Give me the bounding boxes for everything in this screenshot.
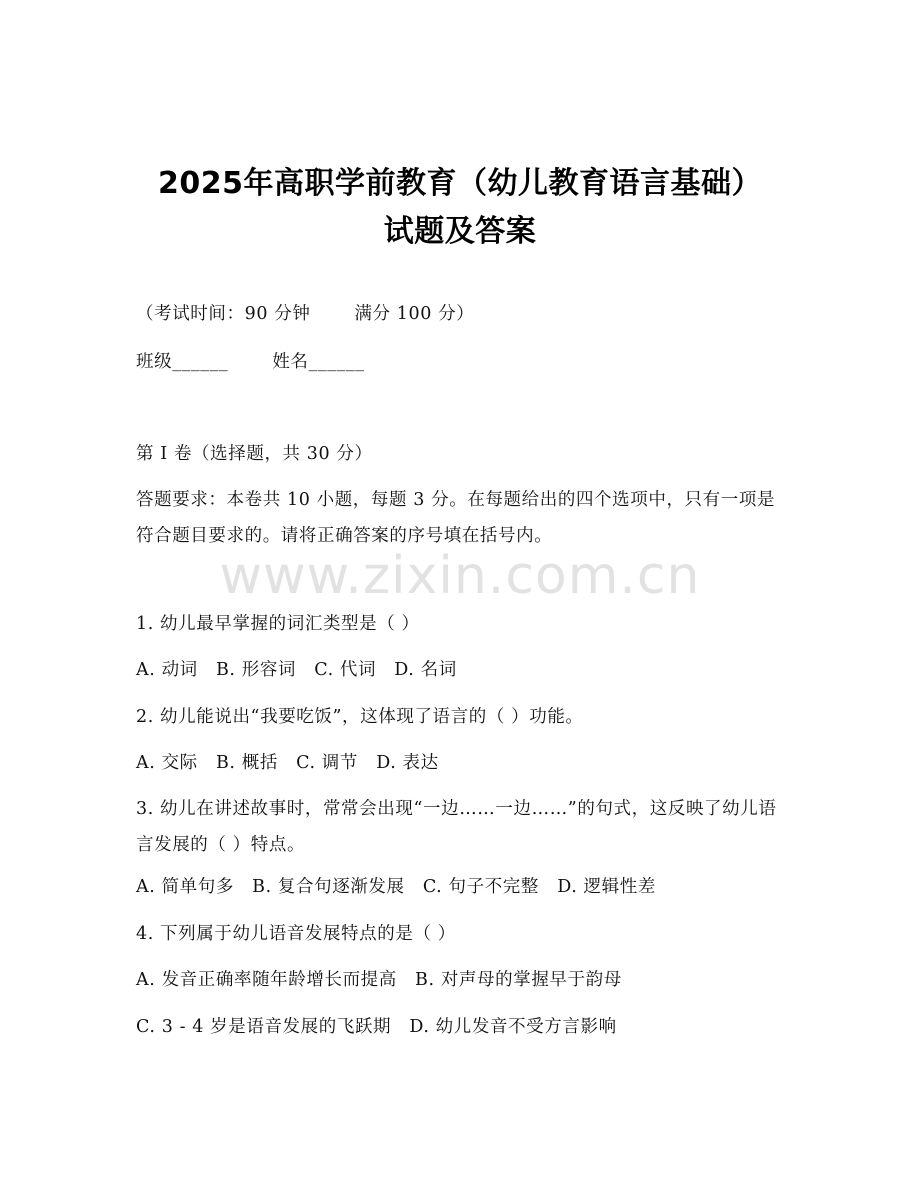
- section-header: 第 I 卷（选择题，共 30 分）: [136, 444, 373, 464]
- watermark: www.zixin.com.cn: [219, 546, 701, 606]
- option: A. 发音正确率随年龄增长而提高: [136, 970, 397, 990]
- option: A. 简单句多: [136, 877, 234, 897]
- option: B. 对声母的掌握早于韵母: [415, 970, 622, 990]
- document-title-line1: 2025年高职学前教育（幼儿教育语言基础）: [158, 166, 762, 201]
- option: B. 复合句逐渐发展: [252, 877, 405, 897]
- option: B. 形容词: [215, 660, 297, 680]
- question-4-options-row2: [136, 1015, 796, 1039]
- student-info: [136, 350, 796, 374]
- exam-info: [136, 302, 796, 326]
- option: A. 动词: [136, 660, 198, 680]
- question-3-options: [136, 875, 796, 899]
- option: A. 交际: [136, 753, 198, 773]
- option: D. 幼儿发音不受方言影响: [409, 1017, 617, 1037]
- option: C. 调节: [296, 753, 359, 773]
- option: B. 概括: [215, 753, 278, 773]
- name-field: 姓名______: [272, 352, 365, 372]
- exam-time: （考试时间：90 分钟: [136, 304, 311, 324]
- option: D. 名词: [394, 660, 457, 680]
- option: D. 表达: [376, 753, 439, 773]
- option: C. 3 - 4 岁是语音发展的飞跃期: [136, 1017, 392, 1037]
- question-1-stem: 1. 幼儿最早掌握的词汇类型是（ ）: [136, 614, 420, 634]
- question-3-stem: 3. 幼儿在讲述故事时，常常会出现“一边……一边……”的句式，这反映了幼儿语言发展的（ ）特点。: [136, 799, 777, 855]
- question-4-stem: 4. 下列属于幼儿语音发展特点的是（ ）: [136, 924, 456, 944]
- question-2-options: [136, 751, 796, 775]
- full-score: 满分 100 分）: [354, 304, 475, 324]
- question-4-options-row1: [136, 968, 796, 992]
- option: C. 句子不完整: [422, 877, 540, 897]
- option: D. 逻辑性差: [557, 877, 656, 897]
- class-field: 班级______: [136, 352, 229, 372]
- document-title-line2: 试题及答案: [383, 214, 537, 249]
- instructions: 答题要求：本卷共 10 小题，每题 3 分。在每题给出的四个选项中，只有一项是符合题目要求的。请将正确答案的序号填在括号内。: [136, 490, 776, 546]
- option: C. 代词: [314, 660, 377, 680]
- question-1-options: [136, 658, 796, 682]
- question-2-stem: 2. 幼儿能说出“我要吃饭”，这体现了语言的（ ）功能。: [136, 707, 584, 727]
